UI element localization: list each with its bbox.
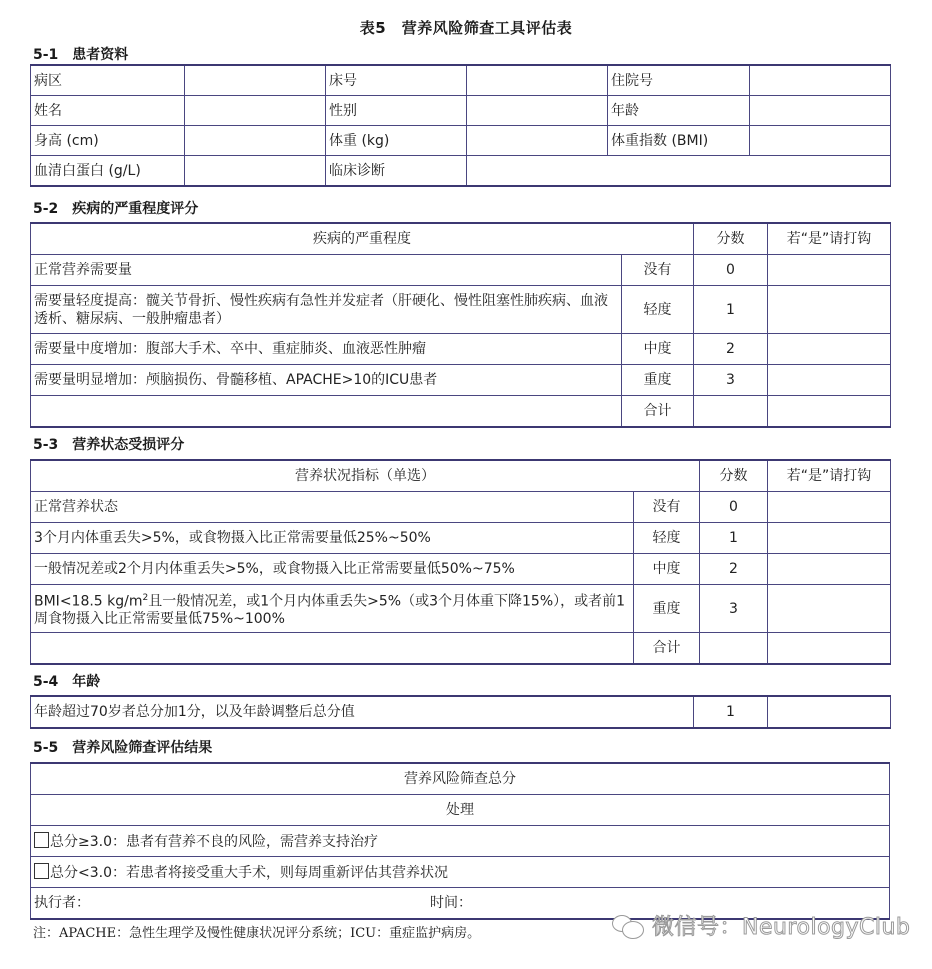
name-field[interactable] [185, 96, 326, 126]
table-row [31, 334, 891, 365]
check-cell[interactable] [768, 286, 891, 334]
bed-number-field[interactable] [467, 65, 608, 96]
option-low-risk [31, 857, 890, 888]
section-label: 疾病的严重程度评分 [72, 201, 199, 217]
table-row [31, 255, 891, 286]
table-row [31, 857, 890, 888]
bmi-field[interactable] [750, 126, 891, 156]
nutrition-status-table [30, 459, 891, 665]
level-cell: 重度 [634, 585, 700, 633]
admission-number-field[interactable] [750, 65, 891, 96]
age-field[interactable] [750, 96, 891, 126]
criteria-cell: 需要量轻度提高：髋关节骨折、慢性疾病有急性并发症者（肝硬化、慢性阻塞性肺疾病、血液透析、糖尿病、一般肿瘤患者） [31, 286, 622, 334]
check-cell[interactable] [768, 554, 891, 585]
low-risk-checkbox[interactable] [34, 863, 49, 879]
weight-field[interactable] [467, 126, 608, 156]
screening-result-table [30, 762, 890, 920]
sex-field[interactable] [467, 96, 608, 126]
empty-cell [31, 396, 622, 428]
table-row [31, 696, 891, 728]
table-row [31, 585, 891, 633]
total-score-label: 营养风险筛查总分 [31, 763, 890, 795]
header-check: 若“是”请打钩 [768, 223, 891, 255]
check-cell[interactable] [768, 585, 891, 633]
label-serum-albumin: 血清白蛋白 (g/L) [31, 156, 185, 187]
score-cell: 1 [700, 523, 768, 554]
section-label: 患者资料 [72, 47, 129, 63]
criteria-cell: 年龄超过70岁者总分加1分，以及年龄调整后总分值 [31, 696, 694, 728]
section-number: 5-3 [33, 437, 59, 453]
option-text: 总分<3.0：若患者将接受重大手术，则每周重新评估其营养状况 [50, 864, 448, 881]
page-title: 表5 营养风险筛查工具评估表 [359, 19, 573, 37]
check-cell[interactable] [768, 255, 891, 286]
level-cell: 没有 [634, 492, 700, 523]
clinical-diagnosis-field[interactable] [467, 156, 891, 187]
label-clinical-diagnosis: 临床诊断 [326, 156, 467, 187]
label-weight: 体重 (kg) [326, 126, 467, 156]
criteria-cell: 3个月内体重丢失>5%，或食物摄入比正常需要量低25%~50% [31, 523, 634, 554]
level-cell: 中度 [634, 554, 700, 585]
table-row [31, 65, 891, 96]
total-row [31, 633, 891, 665]
label-bed-number: 床号 [326, 65, 467, 96]
level-cell: 没有 [622, 255, 694, 286]
high-risk-checkbox[interactable] [34, 832, 49, 848]
ward-field[interactable] [185, 65, 326, 96]
total-row [31, 396, 891, 428]
score-cell: 0 [700, 492, 768, 523]
table-row [31, 286, 891, 334]
label-bmi: 体重指数 (BMI) [608, 126, 750, 156]
section-title-nutrition-status [33, 434, 184, 454]
action-label: 处理 [31, 795, 890, 826]
table-row [31, 492, 891, 523]
score-cell: 1 [694, 696, 768, 728]
criteria-cell: 一般情况差或2个月内体重丢失>5%，或食物摄入比正常需要量低50%~75% [31, 554, 634, 585]
table-row [31, 126, 891, 156]
label-height: 身高 (cm) [31, 126, 185, 156]
section-title-disease-severity [33, 198, 198, 218]
score-cell: 1 [694, 286, 768, 334]
score-cell: 3 [700, 585, 768, 633]
disease-severity-table [30, 222, 891, 428]
check-cell[interactable] [768, 334, 891, 365]
header-score: 分数 [694, 223, 768, 255]
criteria-cell: 需要量中度增加：腹部大手术、卒中、重症肺炎、血液恶性肿瘤 [31, 334, 622, 365]
watermark [612, 910, 910, 941]
watermark-text: 微信号：NeurologyClub [652, 915, 911, 940]
label-ward: 病区 [31, 65, 185, 96]
header-score: 分数 [700, 460, 768, 492]
total-label: 合计 [622, 396, 694, 428]
label-age: 年龄 [608, 96, 750, 126]
total-label: 合计 [634, 633, 700, 665]
label-sex: 性别 [326, 96, 467, 126]
section-number: 5-4 [33, 674, 59, 690]
section-number: 5-1 [33, 47, 59, 63]
score-cell: 2 [694, 334, 768, 365]
section-title-screening-result [33, 737, 212, 757]
patient-info-table [30, 64, 891, 187]
check-cell[interactable] [768, 523, 891, 554]
table-row [31, 763, 890, 795]
score-cell: 3 [694, 365, 768, 396]
section-number: 5-2 [33, 201, 59, 217]
level-cell: 重度 [622, 365, 694, 396]
check-cell[interactable] [768, 365, 891, 396]
wechat-icon [612, 913, 646, 939]
criteria-cell: 正常营养需要量 [31, 255, 622, 286]
header-criteria: 营养状况指标（单选） [31, 460, 700, 492]
score-cell: 2 [700, 554, 768, 585]
total-check-field[interactable] [768, 633, 891, 665]
total-score-field[interactable] [694, 396, 768, 428]
criteria-cell: 需要量明显增加：颅脑损伤、骨髓移植、APACHE>10的ICU患者 [31, 365, 622, 396]
score-cell: 0 [694, 255, 768, 286]
label-name: 姓名 [31, 96, 185, 126]
section-label: 营养风险筛查评估结果 [72, 740, 213, 756]
table-row [31, 554, 891, 585]
header-criteria: 疾病的严重程度 [31, 223, 694, 255]
label-admission-number: 住院号 [608, 65, 750, 96]
height-field[interactable] [185, 126, 326, 156]
table-row [31, 523, 891, 554]
age-table [30, 695, 891, 729]
footnote: 注：APACHE：急性生理学及慢性健康状况评分系统；ICU：重症监护病房。 [33, 926, 481, 941]
total-score-field[interactable] [700, 633, 768, 665]
serum-albumin-field[interactable] [185, 156, 326, 187]
option-text: 总分≥3.0：患者有营养不良的风险，需营养支持治疗 [50, 833, 378, 850]
table-row [31, 795, 890, 826]
level-cell: 轻度 [622, 286, 694, 334]
criteria-cell [31, 585, 634, 633]
superscript: 2 [142, 592, 149, 603]
level-cell: 轻度 [634, 523, 700, 554]
section-title-patient-info [33, 44, 128, 64]
check-cell[interactable] [768, 696, 891, 728]
section-label: 营养状态受损评分 [72, 437, 185, 453]
section-title-age [33, 671, 100, 691]
check-cell[interactable] [768, 492, 891, 523]
option-high-risk [31, 826, 890, 857]
criteria-text-a: BMI<18.5 kg/m [34, 593, 143, 610]
table-header-row [31, 460, 891, 492]
time-label: 时间： [430, 895, 472, 911]
section-number: 5-5 [33, 740, 59, 756]
table-row [31, 826, 890, 857]
criteria-text-b: 且一般情况差，或1个月内体重丢失>5%（或3个月体重下降15%），或者前1周食物摄入比正常需要量低75%~100% [34, 593, 626, 628]
section-label: 年龄 [72, 674, 101, 690]
level-cell: 中度 [622, 334, 694, 365]
table-row [31, 96, 891, 126]
table-header-row [31, 223, 891, 255]
criteria-cell: 正常营养状态 [31, 492, 634, 523]
executor-label: 执行者： [34, 895, 90, 911]
table-row [31, 156, 891, 187]
table-row [31, 365, 891, 396]
empty-cell [31, 633, 634, 665]
total-check-field[interactable] [768, 396, 891, 428]
header-check: 若“是”请打钩 [768, 460, 891, 492]
